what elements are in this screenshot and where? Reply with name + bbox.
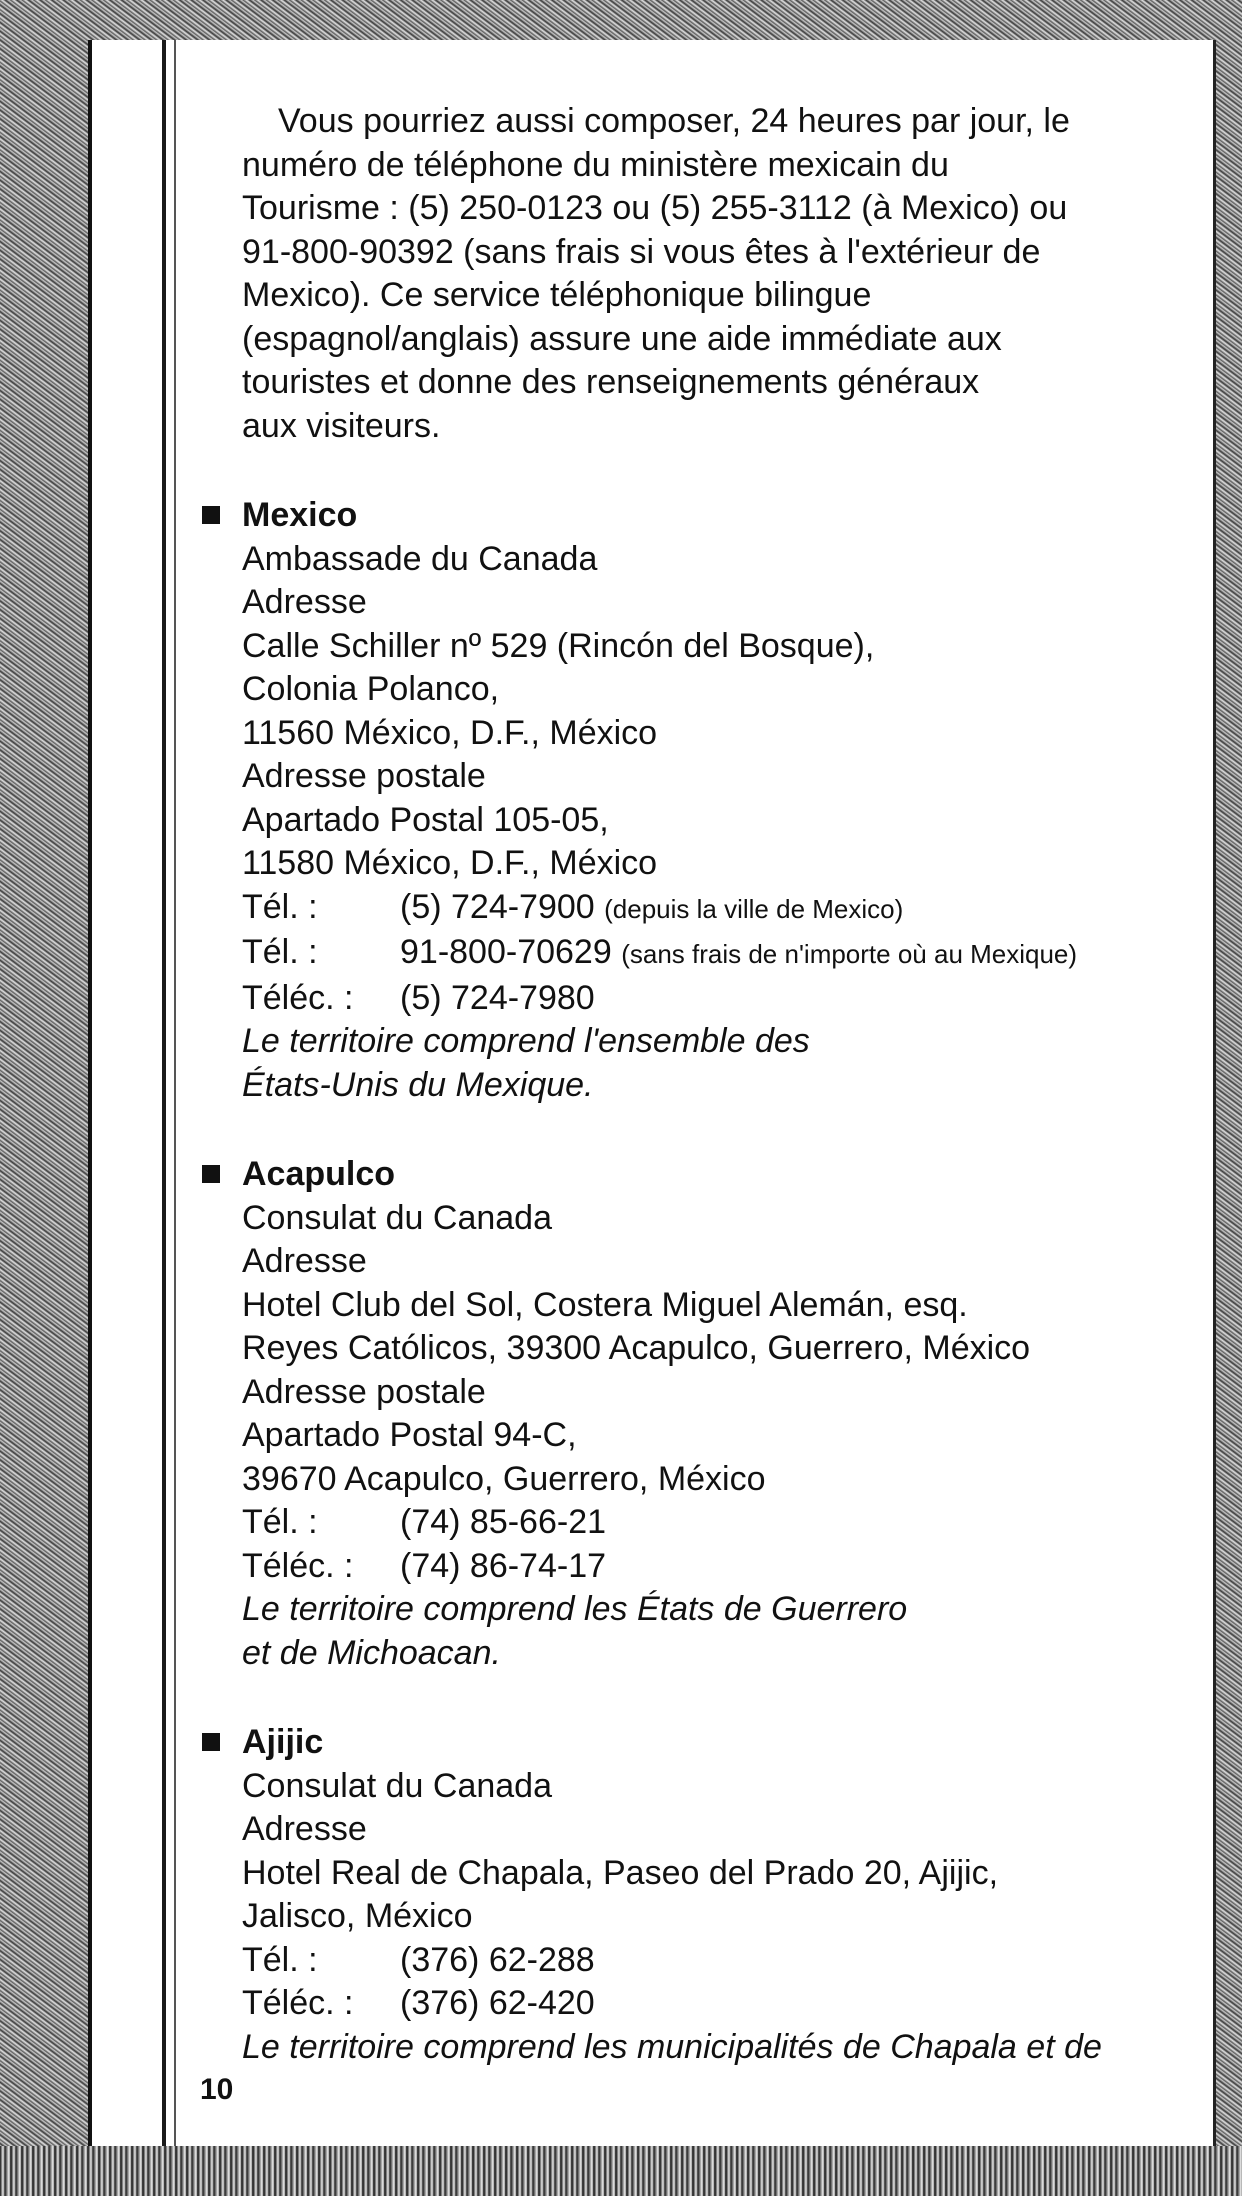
fax-number: (74) 86-74-17 — [400, 1546, 607, 1585]
address-line: Reyes Católicos, 39300 Acapulco, Guerrero, México — [242, 1329, 1031, 1367]
phone-label: Tél. : — [242, 887, 318, 926]
intro-line: (espagnol/anglais) assure une aide immédiate aux — [242, 319, 1002, 358]
intro-line: touristes et donne des renseignements généraux — [242, 363, 980, 401]
booklet-page — [88, 40, 1216, 2146]
phone-row — [242, 1501, 1202, 1545]
phone-label: Tél. : — [242, 1503, 318, 1541]
fax-label: Téléc. : — [242, 1984, 354, 2022]
intro-line: numéro de téléphone du ministère mexicain du — [242, 145, 949, 184]
address-line: Jalisco, México — [242, 1897, 473, 1935]
section-acapulco — [242, 1153, 1202, 1675]
phone-number — [400, 886, 903, 932]
phone-row — [242, 1939, 1202, 1983]
phone-label: Tél. : — [242, 1940, 318, 1979]
territory-note: Le territoire comprend les États de Guerrero — [242, 1590, 908, 1628]
intro-paragraph — [242, 100, 1202, 448]
postal-label: Adresse postale — [242, 1372, 486, 1411]
address-line: Hotel Real de Chapala, Paseo del Prado 20, Ajijic, — [242, 1853, 999, 1892]
phone-number: (74) 85-66-21 — [400, 1503, 607, 1541]
page-binding-line-secondary — [174, 40, 176, 2146]
fax-row — [242, 1982, 1202, 2026]
page-binding-line — [162, 40, 166, 2146]
territory-note: États-Unis du Mexique. — [242, 1065, 594, 1104]
intro-line: 91-800-90392 (sans frais si vous êtes à l'extérieur de — [242, 232, 1041, 271]
address-label: Adresse — [242, 583, 367, 621]
address-label: Adresse — [242, 1810, 367, 1848]
section-heading: Ajijic — [242, 1723, 324, 1761]
fax-row — [242, 1545, 1202, 1589]
phone-row — [242, 931, 1202, 977]
phone-number — [400, 931, 1077, 977]
scan-border-bottom — [0, 2146, 1242, 2196]
office-name: Ambassade du Canada — [242, 539, 598, 578]
phone-note: (sans frais de n'importe où au Mexique) — [621, 939, 1078, 969]
fax-label: Téléc. : — [242, 1546, 354, 1585]
address-line: 11560 México, D.F., México — [242, 713, 658, 752]
postal-label: Adresse postale — [242, 757, 486, 795]
square-bullet-icon — [202, 1165, 220, 1183]
square-bullet-icon — [202, 506, 220, 524]
section-ajijic — [242, 1721, 1202, 2069]
territory-note: et de Michoacan. — [242, 1633, 501, 1672]
postal-line: Apartado Postal 105-05, — [242, 800, 609, 839]
phone-number: (376) 62-288 — [400, 1940, 595, 1979]
fax-row — [242, 977, 1202, 1021]
address-line: Hotel Club del Sol, Costera Miguel Alemán, esq. — [242, 1285, 968, 1324]
phone-row — [242, 886, 1202, 932]
intro-line: Mexico). Ce service téléphonique bilingue — [242, 276, 872, 314]
intro-line: Tourisme : (5) 250-0123 ou (5) 255-3112 (à Mexico) ou — [242, 189, 1068, 227]
section-heading: Mexico — [242, 496, 358, 534]
fax-number: (5) 724-7980 — [400, 978, 595, 1017]
square-bullet-icon — [202, 1733, 220, 1751]
address-label: Adresse — [242, 1242, 367, 1280]
address-line: Calle Schiller nº 529 (Rincón del Bosque), — [242, 626, 875, 665]
postal-line: Apartado Postal 94-C, — [242, 1416, 577, 1454]
intro-line: aux visiteurs. — [242, 406, 441, 445]
territory-note: Le territoire comprend les municipalités de Chapala et de — [242, 2027, 1102, 2066]
territory-note: Le territoire comprend l'ensemble des — [242, 1022, 810, 1060]
address-line: Colonia Polanco, — [242, 670, 500, 708]
page-right-edge — [1213, 40, 1216, 2146]
phone-number-value: (5) 724-7900 — [400, 887, 595, 926]
page-number: 10 — [200, 2073, 234, 2106]
office-name: Consulat du Canada — [242, 1766, 553, 1805]
fax-number: (376) 62-420 — [400, 1984, 595, 2022]
office-name: Consulat du Canada — [242, 1198, 553, 1237]
section-heading: Acapulco — [242, 1155, 396, 1193]
page-content — [242, 100, 1202, 2069]
fax-label: Téléc. : — [242, 978, 354, 1017]
postal-line: 39670 Acapulco, Guerrero, México — [242, 1459, 766, 1498]
phone-label: Tél. : — [242, 933, 318, 971]
intro-line: Vous pourriez aussi composer, 24 heures par jour, le — [278, 102, 1070, 140]
postal-line: 11580 México, D.F., México — [242, 844, 658, 882]
section-mexico — [242, 494, 1202, 1107]
phone-number-value: 91-800-70629 — [400, 933, 612, 971]
phone-note: (depuis la ville de Mexico) — [604, 893, 904, 924]
